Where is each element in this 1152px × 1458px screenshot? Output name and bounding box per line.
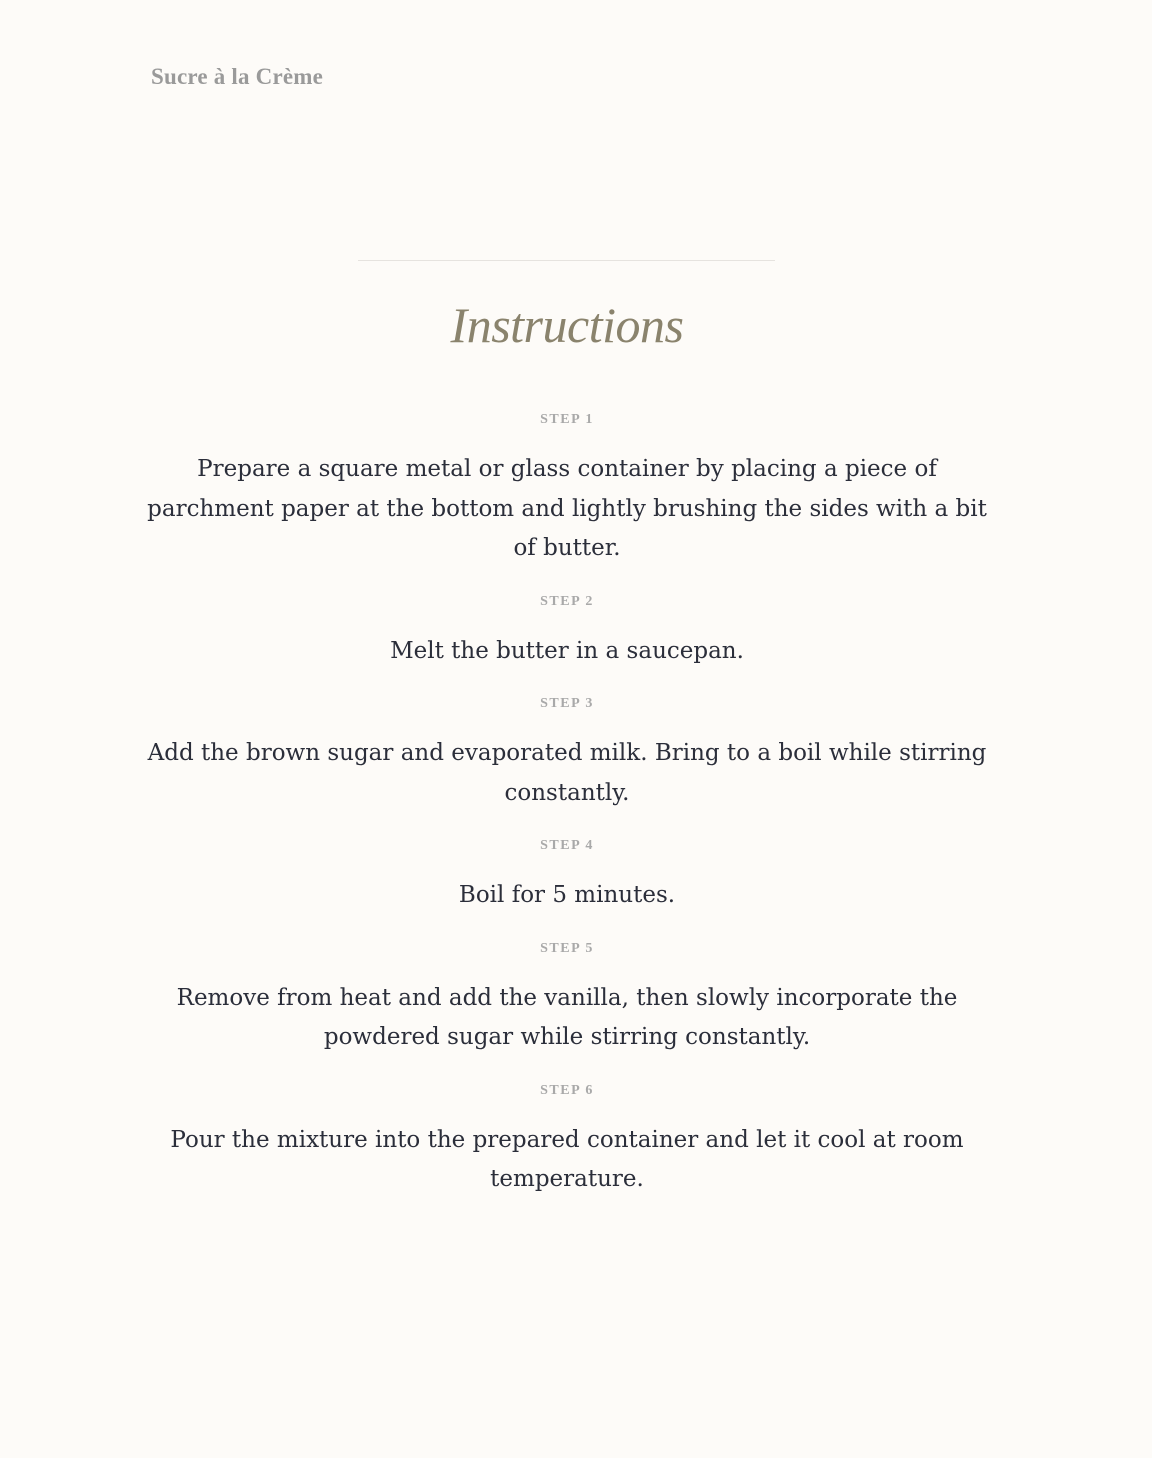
instructions-heading: Instructions [450, 297, 684, 353]
step-6 [142, 1079, 992, 1200]
step-label: STEP 6 [540, 1082, 594, 1098]
instruction-steps [142, 408, 992, 1221]
step-label: STEP 1 [540, 412, 594, 427]
step-4 [142, 834, 992, 916]
step-text: Pour the mixture into the prepared container and let it cool at room temperature. [170, 1126, 964, 1192]
step-3 [142, 692, 992, 813]
step-label: STEP 2 [540, 593, 594, 609]
recipe-title-header: Sucre à la Crème [151, 64, 324, 89]
step-text: Remove from heat and add the vanilla, then slowly incorporate the powdered sugar while stirring constantly. [176, 984, 958, 1050]
step-text: Melt the butter in a saucepan. [390, 637, 744, 664]
step-label: STEP 4 [540, 838, 594, 853]
step-text: Add the brown sugar and evaporated milk. Bring to a boil while stirring constantly. [147, 740, 987, 806]
step-label: STEP 5 [540, 940, 594, 956]
step-text: Boil for 5 minutes. [458, 882, 676, 908]
section-divider [358, 260, 775, 261]
step-2 [142, 590, 992, 672]
step-5 [142, 937, 992, 1058]
step-1 [142, 408, 992, 569]
step-label: STEP 3 [540, 696, 594, 711]
step-text: Prepare a square metal or glass container by placing a piece of parchment paper at the bottom and lightly brushing the sides with a bit of butter. [147, 456, 987, 561]
